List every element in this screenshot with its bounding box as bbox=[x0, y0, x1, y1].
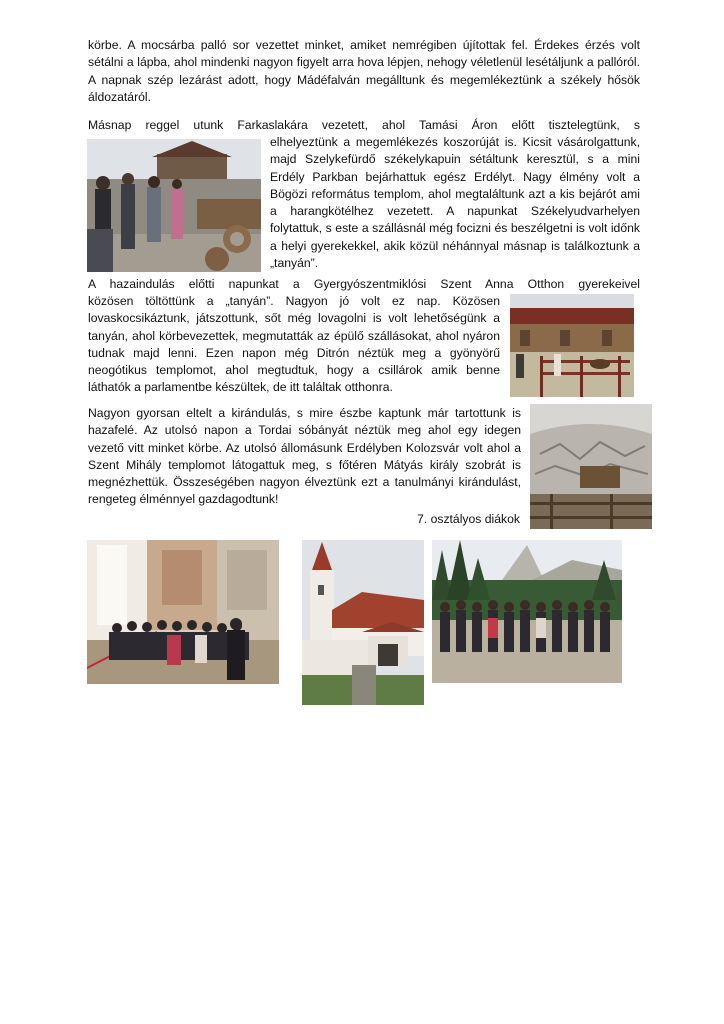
photo-tanya-horses bbox=[510, 294, 634, 397]
paragraph-farkaslaka-intro: Másnap reggel utunk Farkaslakára vezetett, ahol Tamási Áron előtt tisztelegtünk, s bbox=[88, 118, 640, 132]
paragraph-torda: Nagyon gyorsan eltelt a kirándulás, s mire észbe kaptunk már tartottunk is hazafelé. Az utolsó napon a Tordai sóbányát néztük meg ahol egy idegen vezető vitt minket körbe. Az utolsó állomásunk Erdélyben Kolozsvár volt ahol a Szent Mihály templomot látogattuk meg, s főtéren Mátyás király szobrát is megnézhettük. Összeségében nagyon élveztünk ezt a tanulmányi kirándulást, rengeteg élménnyel gazdagodtunk! bbox=[88, 406, 521, 507]
paragraph-tanya-body: közösen töltöttünk a „tanyán”. Nagyon jó volt ez nap. Közösen lovaskocsikáztunk, játszottunk, sőt még lovagolni is volt lehetőségünk a tanyán, ahol körbevezettek, megmutatták az épülő szállásokat, ahol nyáron tudnak majd lenni. Ezen napon még Ditrón néztük meg a gyönyörű neogótikus templomot, ahol megtudtuk, hogy a csillárok amik benne láthatók a parlamentbe készültek, de itt találtak otthonra. bbox=[88, 294, 500, 395]
photo-farkaslaka-wreath bbox=[87, 139, 261, 272]
paragraph-tanya-intro: A hazaindulás előtti napunkat a Gyergyószentmiklósi Szent Anna Otthon gyerekeivel bbox=[88, 277, 640, 291]
photo-salt-mine bbox=[530, 404, 652, 529]
photo-fortified-church bbox=[302, 540, 424, 705]
photo-group-mountains bbox=[432, 540, 622, 683]
paragraph-mocsar: körbe. A mocsárba palló sor vezettet minket, amiket nemrégiben újítottak fel. Érdekes érzés volt sétálni a lápba, ahol mindenki nagyon figyelt arra hova lépjen, nehogy véletlenül lesétáljunk a pallóról. A napnak szép lezárást adott, hogy Mádéfalván megálltunk és megemlékeztünk a székely hősök áldozatáról. bbox=[88, 38, 640, 104]
signature: 7. osztályos diákok bbox=[417, 512, 520, 526]
paragraph-farkaslaka-body: elhelyeztünk a megemlékezés koszorúját is. Kicsit vásárolgattunk, majd Szelykefürdő székelykapuin sétáltunk keresztül, s a mini Erdély Parkban bejárhattuk egész Erdélyt. Nagy élmény volt a Bögözi református templom, ahol megtaláltunk azt a kis bejárót ami a harangkötélhez vezetett. A napunkat Székelyudvarhelyen folytattuk, s este a szállásnál még focizni és beszélgetni is volt időnk a helyi gyerekekkel, akik közül néhánnyal másnap is találkoztunk a „tanyán”. bbox=[270, 135, 640, 271]
photo-church-interior-group bbox=[87, 540, 279, 684]
